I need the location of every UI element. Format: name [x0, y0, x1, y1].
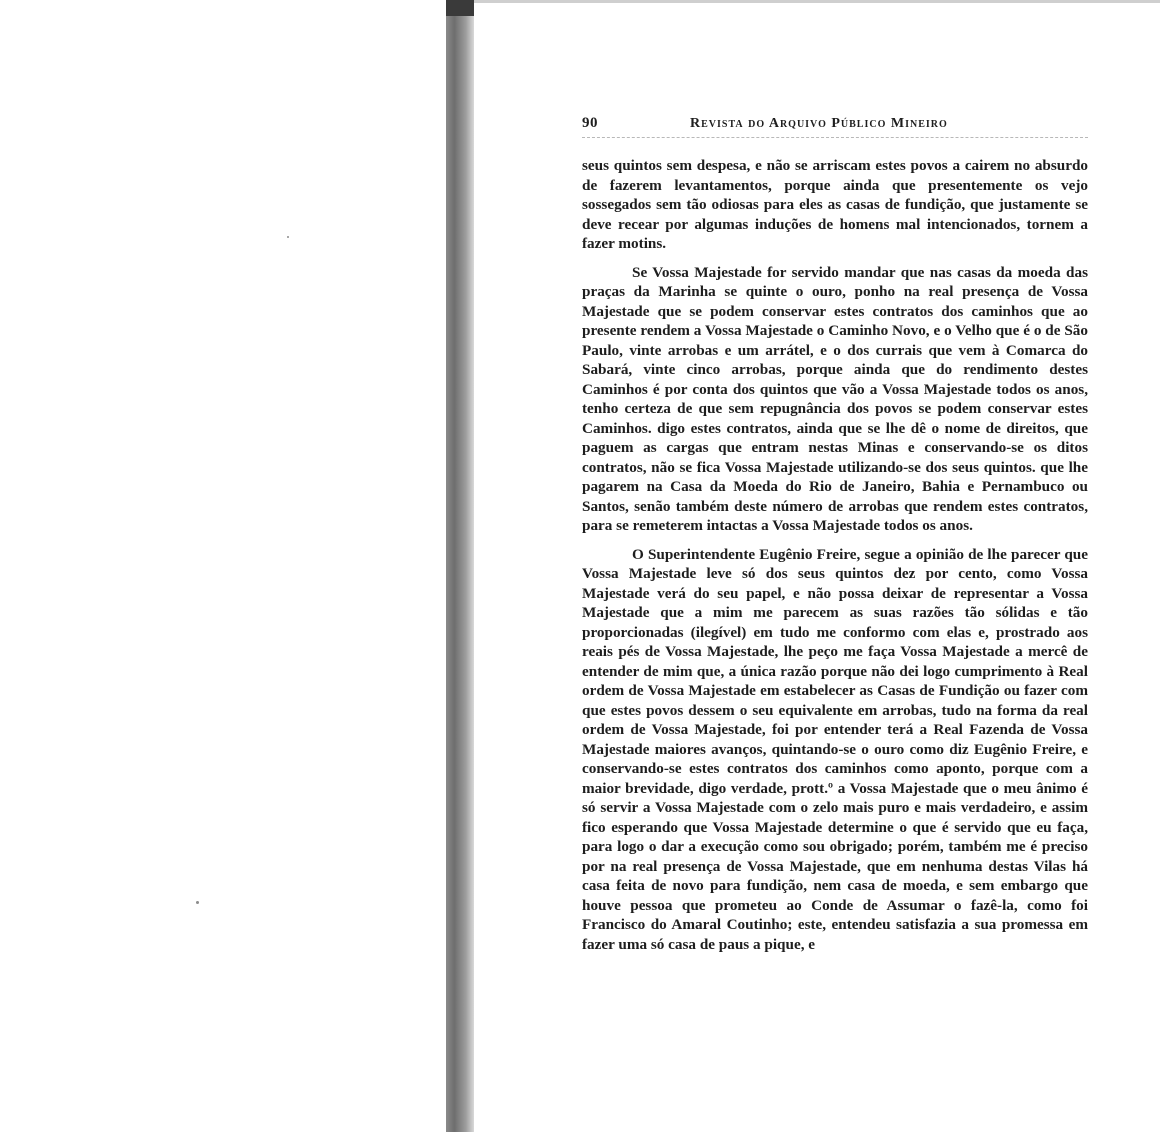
paper-speck — [196, 901, 199, 904]
paragraph-continued: seus quintos sem despesa, e não se arriscam estes povos a cairem no absurdo de fazerem levantamentos, porque ainda que presentemente os vejo sossegados sem tão odiosas para eles as casas de fundição, que justamente se deve recear por algumas induções de homens mal intencionados, tornem a fazer motins. — [582, 157, 1088, 252]
left-page-blank — [0, 0, 446, 1132]
paragraph: O Superintendente Eugênio Freire, segue a opinião de lhe parecer que Vossa Majestade leve só dos seus quintos dez por cento, como Vossa Majestade verá do seu papel, e não possa deixar de representar a Vossa Majestade que a mim me parecem as suas razões tão sólidas e tão proporcionadas (ilegível) em tudo me conformo com elas e, prostrado aos reais pés de Vossa Majestade, lhe peço me faça Vossa Majestade a mercê de entender de mim que, a única razão porque não dei logo cumprimento à Real ordem de Vossa Majestade em estabelecer as Casas de Fundição ou fazer com que estes povos dessem o seu equivalente em arrobas, tudo na forma da real ordem de Vossa Majestade, foi por entender terá a Real Fazenda de Vossa Majestade maiores avanços, quintando-se o ouro como diz Eugênio Freire, e conservando-se estes contratos dos caminhos como aponto, porque com a maior brevidade, digo verdade, prott.º a Vossa Majestade que o meu ânimo é só servir a Vossa Majestade com o zelo mais puro e mais verdadeiro, e assim fico esperando que Vossa Majestade determine o que é servido que eu faça, para logo o dar a execução como sou obrigado; porém, também me é preciso por na real presença de Vossa Majestade, que em nenhuma destas Vilas há casa feita de novo para fundição, nem casa de moeda, e sem embargo que houve pessoa que prometeu ao Conde de Assumar o fazê-la, como foi Francisco do Amaral Coutinho; este, entendeu satisfazia a sua promessa em fazer uma só casa de paus a pique, e — [582, 545, 1088, 953]
header-rule — [582, 137, 1088, 138]
running-header — [582, 115, 1088, 139]
paper-speck — [287, 236, 289, 238]
body-text — [582, 156, 1088, 963]
page-top-edge — [474, 0, 1160, 3]
running-title: Revista do Arquivo Público Mineiro — [690, 116, 948, 131]
paragraph: Se Vossa Majestade for servido mandar que nas casas da moeda das praças da Marinha se quinte o ouro, ponho na real presença de Vossa Majestade que se podem conservar estes contratos dos caminhos que ao presente rendem a Vossa Majestade o Caminho Novo, e o Velho que é o de São Paulo, vinte arrobas e um arrátel, e o dos currais que vem à Comarca do Sabará, vinte cinco arrobas, porque ainda que do rendimento destes Caminhos é por conta dos quintos que vão a Vossa Majestade todos os anos, tenho certeza de que sem repugnância dos povos se podem conservar estes Caminhos. digo estes contratos, ainda que se lhe dê o nome de direitos, que paguem as cargas que entram nestas Minas e conservando-se os ditos contratos, não se fica Vossa Majestade utilizando-se dos seus quintos. que lhe pagarem na Casa da Moeda do Rio de Janeiro, Bahia e Pernambuco ou Santos, senão também deste número de arrobas que rendem estes contratos, para se remeterem intactas a Vossa Majestade todos os anos. — [582, 263, 1088, 534]
book-gutter — [446, 0, 474, 1132]
page-number: 90 — [582, 115, 598, 131]
book-gutter-shadow — [446, 0, 474, 16]
